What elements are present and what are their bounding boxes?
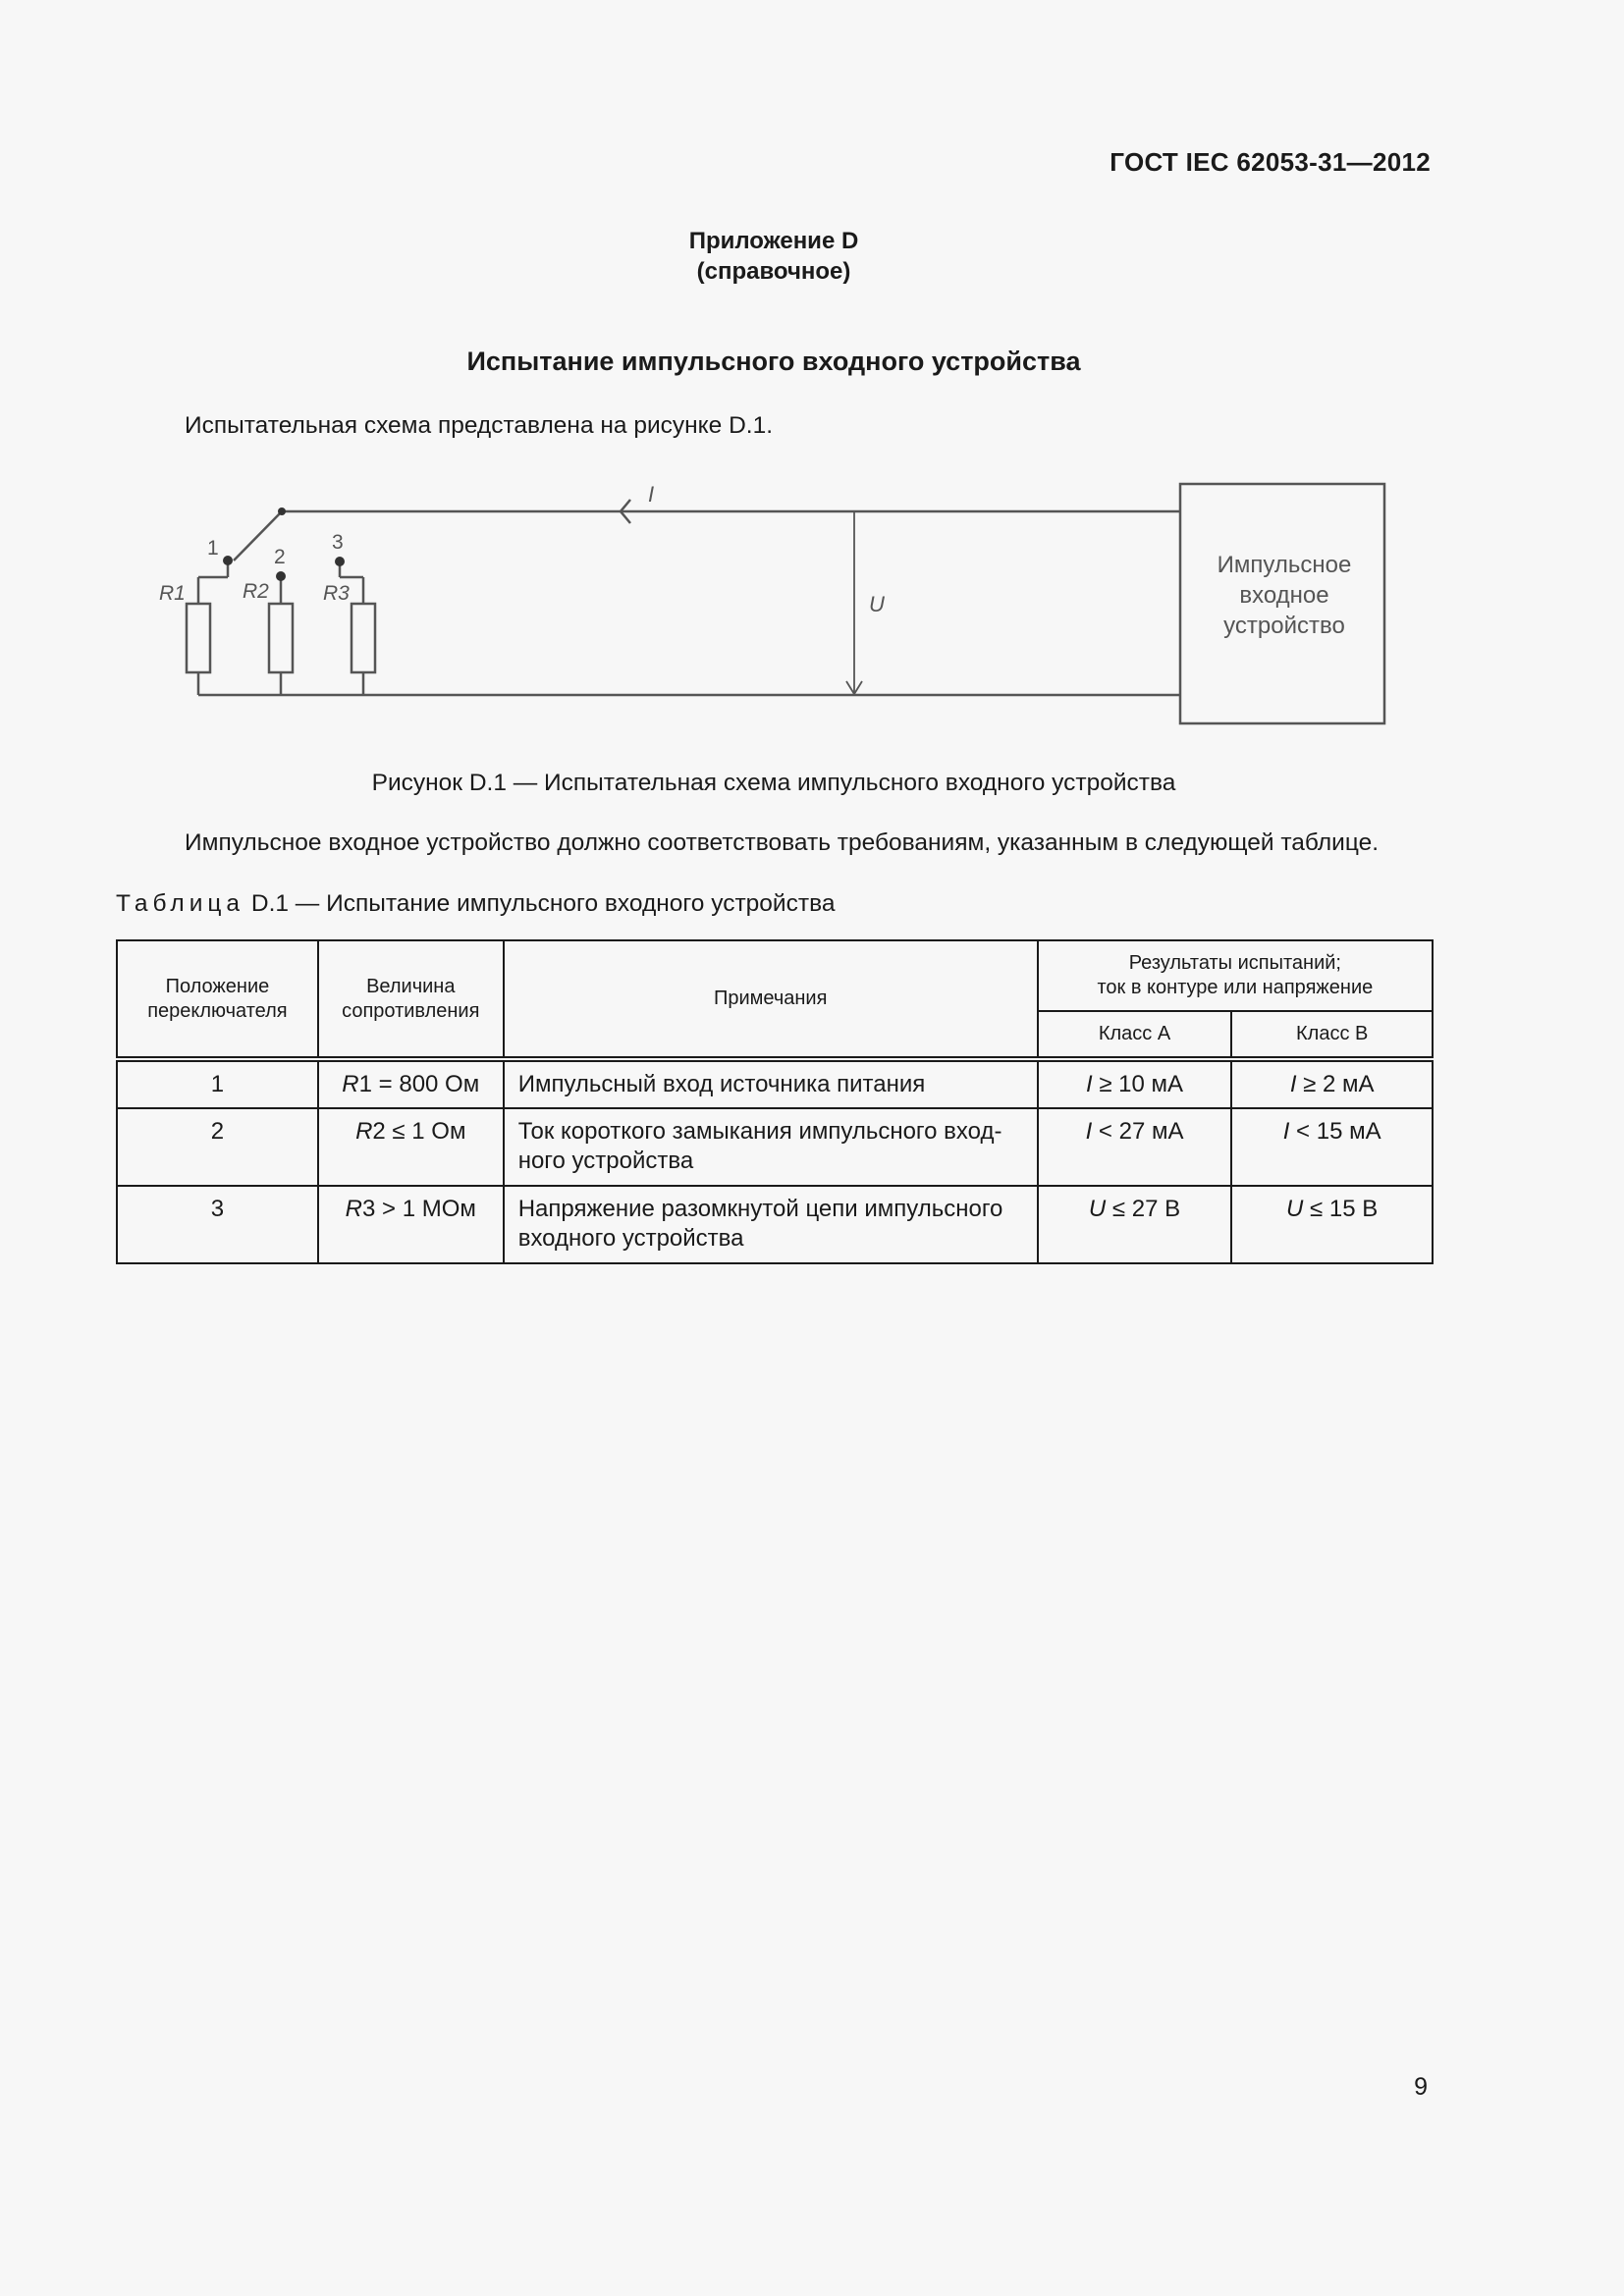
table-caption-word: Таблица (116, 890, 245, 917)
header-notes: Примечания (504, 940, 1038, 1059)
table-row (117, 1059, 1433, 1108)
resistor-r3 (352, 604, 375, 672)
position-label-1: 1 (207, 537, 219, 560)
intro-paragraph: Испытательная схема представлена на рисунке D.1. (185, 412, 774, 439)
cell-class-a: I ≥ 10 мА (1038, 1059, 1232, 1108)
resistor-r2 (269, 604, 293, 672)
cell-position: 2 (117, 1108, 318, 1186)
device-label-line1: Импульсное (1217, 552, 1352, 578)
header-results: Результаты испытаний; ток в контуре или напряжение (1038, 940, 1433, 1011)
table-row (117, 1108, 1433, 1186)
cell-resistance: R1 = 800 Ом (318, 1059, 504, 1108)
requirement-paragraph: Импульсное входное устройство должно соответствовать требованиям, указанным в следующей таблице. (185, 829, 1380, 856)
cell-note: Ток короткого замыкания импульсного вход- ного устройства (504, 1108, 1038, 1186)
cell-class-b: U ≤ 15 В (1231, 1186, 1433, 1263)
resistor-label-r1: R1 (159, 582, 186, 605)
header-class-b: Класс В (1231, 1011, 1433, 1059)
cell-note: Импульсный вход источника питания (504, 1059, 1038, 1108)
position-label-3: 3 (332, 531, 344, 554)
resistor-label-r3: R3 (323, 582, 350, 605)
results-table (116, 939, 1434, 1264)
header-resistance: Величина сопротивления (318, 940, 504, 1059)
cell-class-b: I < 15 мА (1231, 1108, 1433, 1186)
cell-class-b: I ≥ 2 мА (1231, 1059, 1433, 1108)
test-circuit-diagram (147, 471, 1404, 736)
contact-3 (335, 557, 345, 566)
page-number: 9 (1414, 2073, 1428, 2101)
appendix-heading (0, 226, 1547, 287)
resistor-r1 (187, 604, 210, 672)
switch-pivot (278, 507, 286, 515)
table-caption (116, 890, 835, 918)
table-caption-text: D.1 — Испытание импульсного входного устройства (250, 890, 836, 917)
device-label-line3: устройство (1223, 613, 1345, 639)
appendix-title: Приложение D (688, 228, 859, 254)
resistor-label-r2: R2 (243, 580, 269, 603)
cell-resistance: R2 ≤ 1 Ом (318, 1108, 504, 1186)
figure-caption: Рисунок D.1 — Испытательная схема импульсного входного устройства (371, 770, 1176, 796)
cell-note: Напряжение разомкнутой цепи импульсного входного устройства (504, 1186, 1038, 1263)
cell-position: 3 (117, 1186, 318, 1263)
cell-position: 1 (117, 1059, 318, 1108)
table-row (117, 1186, 1433, 1263)
cell-resistance: R3 > 1 МОм (318, 1186, 504, 1263)
contact-1 (223, 556, 233, 565)
current-label: I (648, 482, 655, 507)
header-position: Положение переключателя (117, 940, 318, 1059)
position-label-2: 2 (274, 546, 286, 568)
cell-class-a: I < 27 мА (1038, 1108, 1232, 1186)
appendix-subtitle: (справочное) (696, 258, 851, 285)
cell-class-a: U ≤ 27 В (1038, 1186, 1232, 1263)
header-class-a: Класс А (1038, 1011, 1232, 1059)
contact-2 (276, 571, 286, 581)
device-label-line2: входное (1239, 582, 1329, 609)
section-title: Испытание импульсного входного устройства (466, 347, 1081, 376)
document-code: ГОСТ IEC 62053-31—2012 (1110, 147, 1431, 177)
voltage-label: U (869, 592, 885, 616)
